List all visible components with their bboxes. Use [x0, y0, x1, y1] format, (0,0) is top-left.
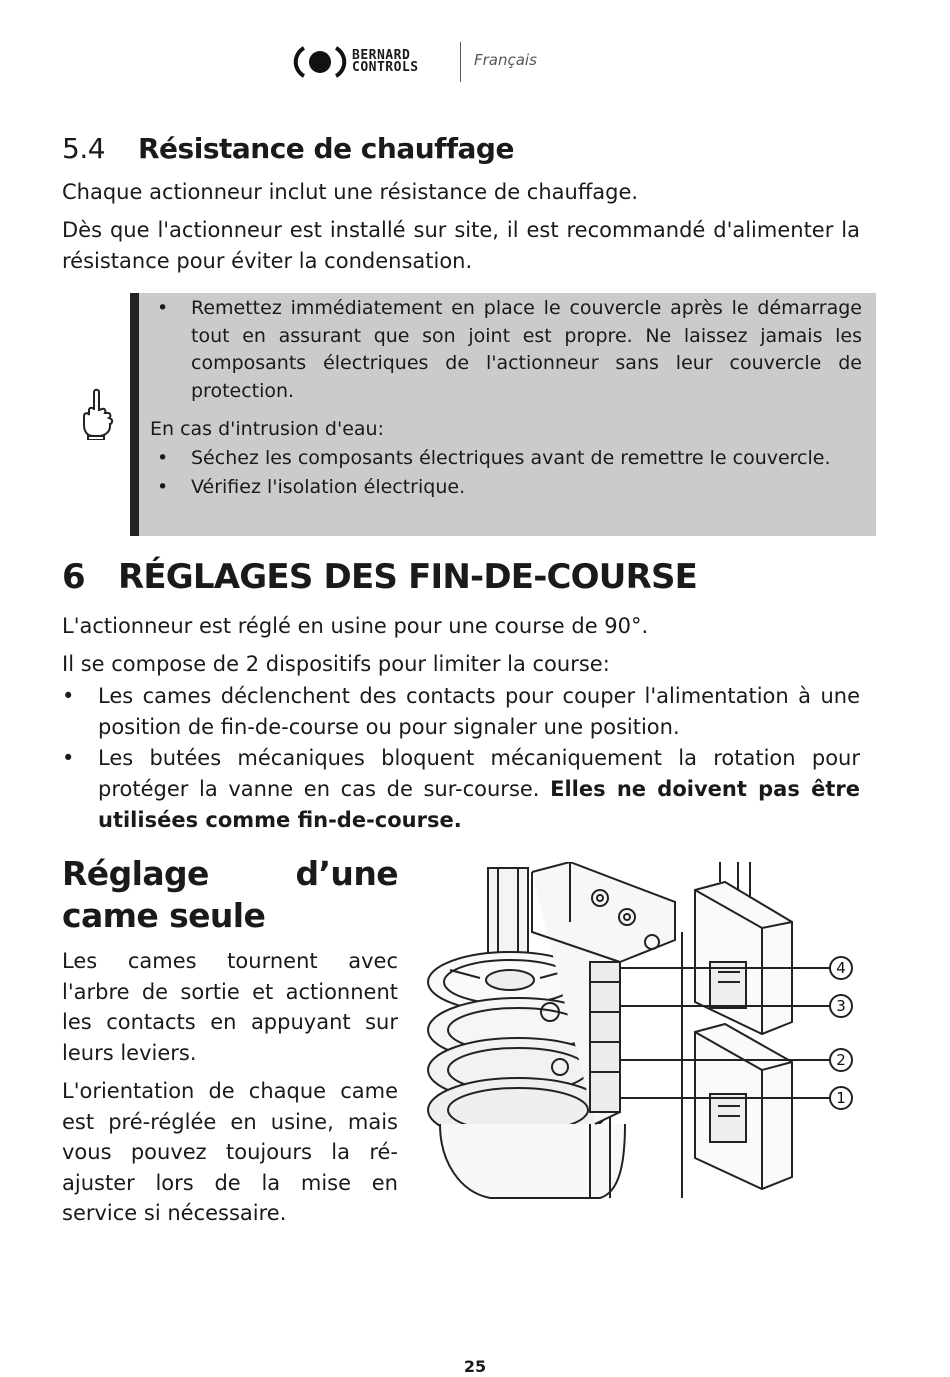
figure-contact-block-upper [695, 882, 792, 1034]
subsection-heading: Réglage d’une came seule [62, 854, 398, 935]
callout-4: 4 [836, 959, 846, 977]
callout-2: 2 [836, 1051, 846, 1069]
section-paragraph-1: Chaque actionneur inclut une résistance de chauffage. [62, 180, 639, 204]
section-number: 5.4 [62, 132, 106, 165]
chapter-number: 6 [62, 557, 85, 597]
subsection-paragraph-2: L'orientation de chaque came est pré-réglée en usine, mais vous pouvez toujours la ré-ajuster lors de la mise en service si nécessaire. [62, 1079, 398, 1225]
chapter-bullet-2-text: Les butées mécaniques bloquent mécaniquement la rotation pour protéger la vanne en cas de sur-course. [98, 746, 860, 801]
subsection-paragraph-1: Les cames tournent avec l'arbre de sortie et actionnent les contacts en appuyant sur leurs leviers. [62, 949, 398, 1065]
chapter-bullet-2-bold: Elles ne doivent pas être utilisées comme fin-de-course. [98, 777, 860, 832]
note-bullet-2: • Séchez les composants électriques avant de remettre le couvercle. [139, 445, 876, 473]
note-bullet-list-1 [139, 295, 876, 405]
logo-line-2: CONTROLS [352, 60, 419, 75]
section-paragraph-2: Dès que l'actionneur est installé sur site, il est recommandé d'alimenter la résistance pour éviter la condensation. [62, 218, 860, 273]
chapter-paragraph-2: Il se compose de 2 dispositifs pour limiter la course: [62, 652, 610, 676]
page-number: 25 [463, 1357, 487, 1376]
bernard-controls-logo [292, 42, 452, 82]
pointing-hand-icon [80, 388, 114, 440]
figure-base [440, 1124, 625, 1198]
callout-3: 3 [836, 997, 846, 1015]
section-title: Résistance de chauffage [138, 132, 514, 165]
warning-note-box [130, 293, 876, 536]
logo-text [352, 50, 419, 74]
header-divider [460, 42, 461, 82]
section-heading-5-4 [62, 132, 514, 165]
cam-assembly-figure [420, 862, 865, 1202]
page-header [0, 38, 950, 86]
chapter-heading-6 [62, 557, 697, 597]
note-bullet-3: • Vérifiez l'isolation électrique. [139, 474, 876, 502]
note-bullet-1: • Remettez immédiatement en place le couvercle après le démarrage tout en assurant que son joint est propre. Ne laissez jamais les composants électriques de l'actionneur sans leur couvercle de protection. [139, 295, 876, 405]
logo-mark-icon [292, 42, 348, 82]
chapter-bullet-2 [62, 743, 860, 836]
chapter-title: RÉGLAGES DES FIN-DE-COURSE [118, 557, 698, 597]
callout-1: 1 [836, 1089, 846, 1107]
chapter-paragraph-1: L'actionneur est réglé en usine pour une course de 90°. [62, 614, 649, 638]
chapter-bullet-list [62, 681, 860, 836]
chapter-bullet-1: • Les cames déclenchent des contacts pour couper l'alimentation à une position de fin-de-course ou pour signaler une position. [62, 681, 860, 743]
note-intro: En cas d'intrusion d'eau: [150, 418, 384, 440]
note-bullet-list-2 [139, 445, 876, 502]
language-label: Français [474, 51, 537, 69]
logo-line-1: BERNARD [352, 48, 411, 63]
